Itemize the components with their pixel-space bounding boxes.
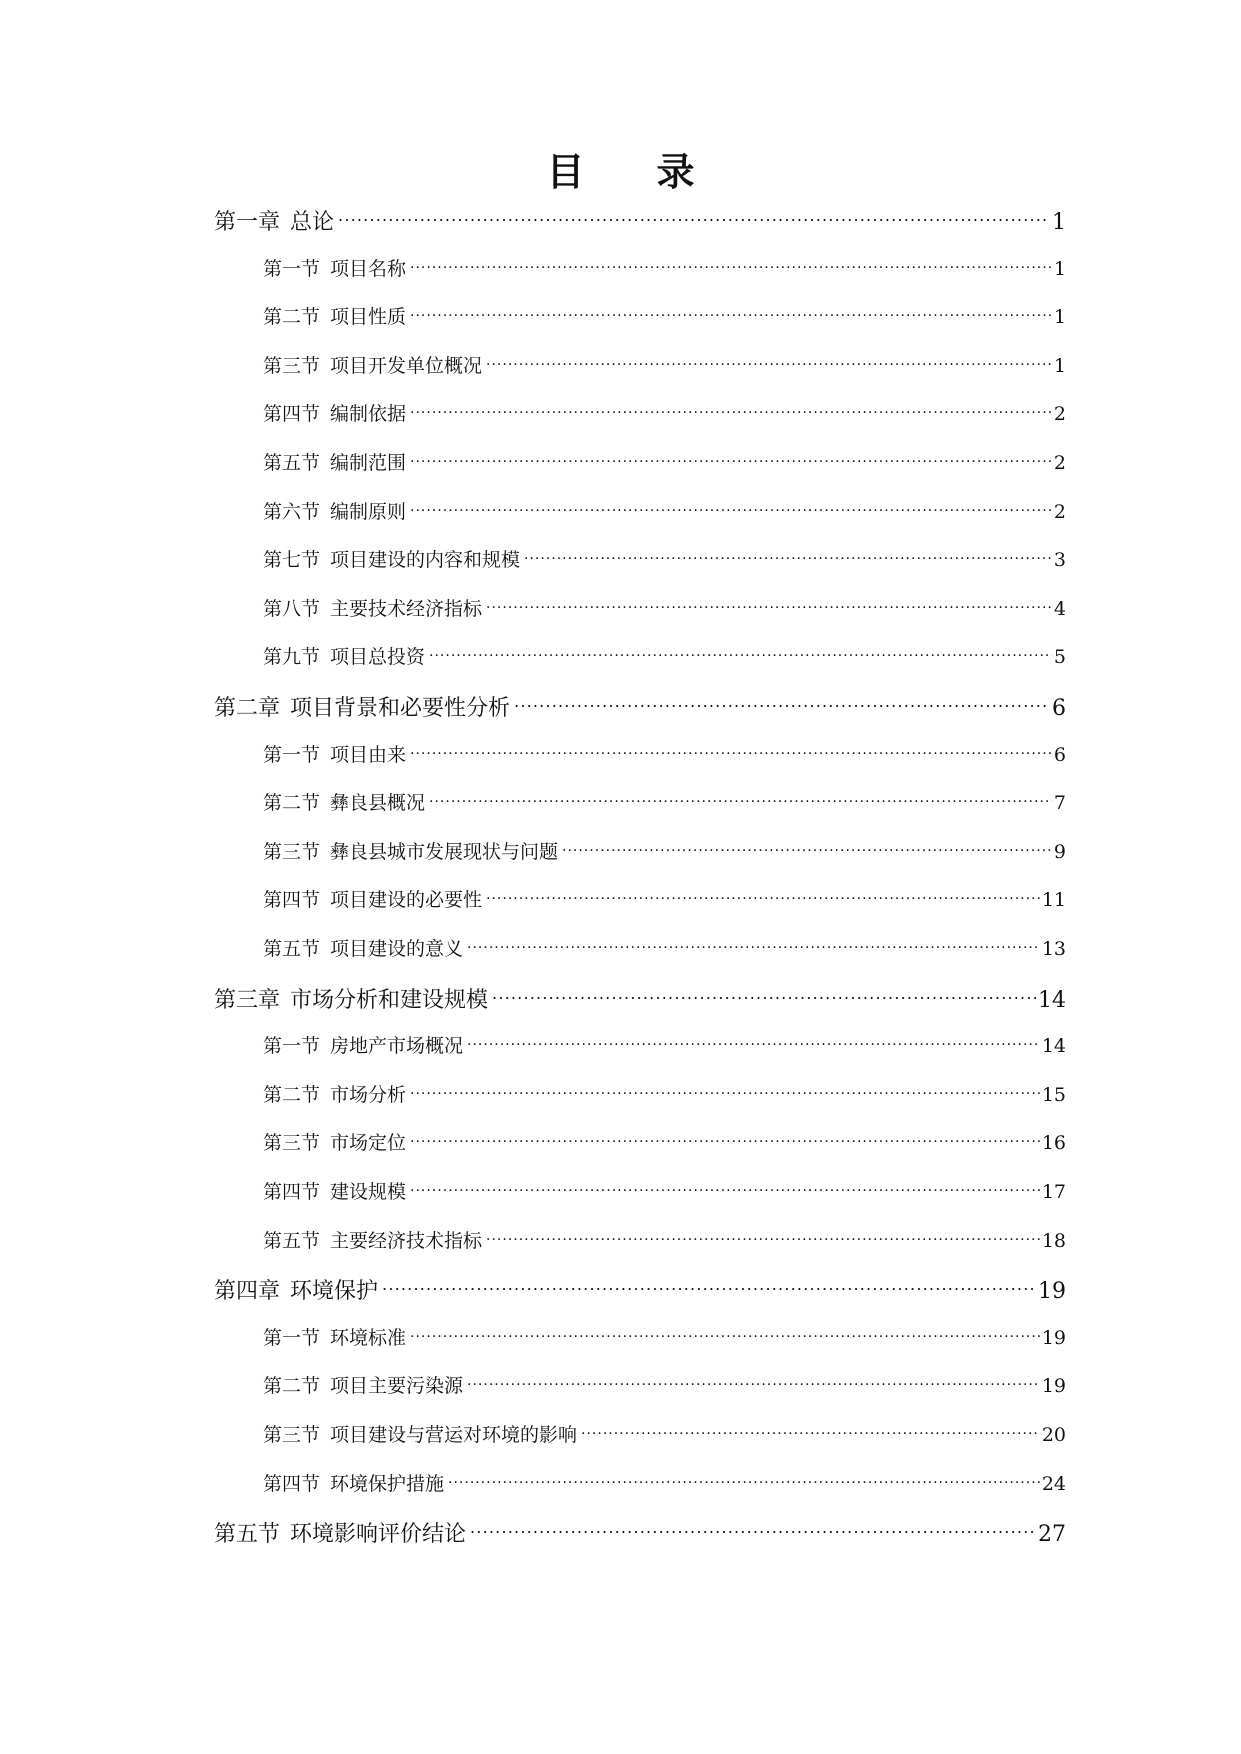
toc-entry-title: 项目开发单位概况 <box>330 354 483 377</box>
toc-section-entry[interactable] <box>263 1082 1066 1108</box>
toc-entry-number: 第三节 <box>263 1132 321 1155</box>
toc-entry-number: 第四节 <box>263 1181 321 1203</box>
toc-entry-number: 第一章 <box>214 210 281 235</box>
toc-dot-leader <box>410 1327 1040 1346</box>
toc-page-number: 2 <box>1053 403 1066 426</box>
toc-entry-title: 项目主要污染源 <box>330 1375 464 1398</box>
toc-entry-number: 第四节 <box>263 403 321 426</box>
toc-page-number: 1 <box>1052 210 1066 235</box>
toc-chapter-entry[interactable] <box>214 1519 1066 1550</box>
toc-entry-title: 项目建设与营运对环境的影响 <box>330 1424 578 1446</box>
toc-page-number: 6 <box>1053 743 1066 766</box>
toc-dot-leader <box>514 695 1050 717</box>
toc-entry-number: 第五节 <box>263 1229 321 1252</box>
toc-page-number: 7 <box>1053 792 1066 815</box>
toc-section-entry[interactable] <box>263 1471 1066 1497</box>
toc-dot-leader <box>524 549 1052 568</box>
toc-page-number: 2 <box>1053 452 1066 474</box>
toc-entry-title: 主要技术经济指标 <box>330 597 483 620</box>
toc-section-entry[interactable] <box>263 1130 1066 1156</box>
toc-entry-number: 第一节 <box>263 1035 321 1058</box>
toc-page-number: 1 <box>1053 306 1066 329</box>
toc-dot-leader <box>410 744 1052 763</box>
toc-dot-leader <box>470 1521 1036 1543</box>
toc-dot-leader <box>410 403 1052 422</box>
toc-entry-title: 主要经济技术指标 <box>330 1229 483 1252</box>
toc-entry-number: 第二章 <box>214 696 281 721</box>
toc-entry-number: 第一节 <box>263 1326 321 1349</box>
toc-section-entry[interactable] <box>263 936 1066 962</box>
toc-entry-title: 项目背景和必要性分析 <box>290 696 511 721</box>
toc-section-entry[interactable] <box>263 887 1066 913</box>
toc-entry-number: 第七节 <box>263 549 321 572</box>
toc-page-number: 14 <box>1038 987 1066 1013</box>
toc-title-char-2: 录 <box>656 149 695 194</box>
toc-page-number: 27 <box>1038 1522 1066 1548</box>
toc-entry-title: 项目由来 <box>330 743 407 766</box>
toc-entry-title: 项目建设的内容和规模 <box>330 549 521 572</box>
toc-dot-leader <box>410 1181 1040 1200</box>
toc-dot-leader <box>492 987 1036 1009</box>
toc-entry-number: 第二节 <box>263 306 321 329</box>
toc-section-entry[interactable] <box>263 1033 1066 1059</box>
toc-section-entry[interactable] <box>263 450 1066 476</box>
toc-dot-leader <box>448 1473 1040 1492</box>
toc-entry-number: 第五节 <box>263 938 321 960</box>
toc-section-entry[interactable] <box>263 644 1066 670</box>
toc-section-entry[interactable] <box>263 1228 1066 1254</box>
toc-page-number: 5 <box>1053 646 1066 669</box>
toc-entry-number: 第四章 <box>214 1279 281 1305</box>
toc-entry-number: 第二节 <box>263 792 321 815</box>
toc-dot-leader <box>410 258 1052 277</box>
toc-entry-title: 市场分析和建设规模 <box>290 987 489 1013</box>
toc-entry-title: 环境影响评价结论 <box>290 1522 467 1548</box>
toc-entry-number: 第八节 <box>263 597 321 620</box>
toc-dot-leader <box>410 1132 1040 1151</box>
toc-dot-leader <box>467 938 1040 957</box>
toc-entry-number: 第九节 <box>263 646 321 669</box>
toc-chapter-entry[interactable] <box>214 693 1066 724</box>
toc-dot-leader <box>382 1278 1036 1300</box>
toc-section-entry[interactable] <box>263 790 1066 816</box>
toc-page-number: 17 <box>1041 1181 1066 1203</box>
toc-dot-leader <box>410 501 1052 520</box>
toc-page-number: 19 <box>1038 1279 1066 1305</box>
toc-title-char-1: 目 <box>546 149 585 194</box>
toc-page-number: 4 <box>1053 597 1066 620</box>
toc-page-number: 19 <box>1041 1375 1066 1398</box>
toc-dot-leader <box>410 306 1052 325</box>
toc-dot-leader <box>429 646 1052 665</box>
toc-dot-leader <box>410 1084 1040 1103</box>
toc-section-entry[interactable] <box>263 1373 1066 1399</box>
toc-dot-leader <box>410 452 1052 471</box>
toc-entry-title: 编制范围 <box>330 452 407 474</box>
toc-chapter-entry[interactable] <box>214 985 1066 1016</box>
toc-page-number: 13 <box>1041 938 1066 960</box>
toc-page-number: 18 <box>1041 1229 1066 1252</box>
toc-dot-leader <box>562 841 1052 860</box>
toc-entry-number: 第六节 <box>263 500 321 523</box>
toc-title <box>0 148 1241 196</box>
toc-entry-number: 第一节 <box>263 743 321 766</box>
toc-entry-title: 建设规模 <box>330 1181 407 1203</box>
toc-dot-leader <box>338 209 1050 231</box>
toc-page-number: 1 <box>1053 354 1066 377</box>
toc-entry-title: 项目建设的必要性 <box>330 889 483 912</box>
toc-section-entry[interactable] <box>263 1325 1066 1351</box>
toc-page-number: 15 <box>1041 1083 1066 1106</box>
toc-entry-title: 总论 <box>290 210 335 235</box>
toc-entry-number: 第三节 <box>263 1424 321 1446</box>
toc-entry-title: 彝良县概况 <box>330 792 426 815</box>
toc-section-entry[interactable] <box>263 499 1066 525</box>
toc-section-entry[interactable] <box>263 401 1066 427</box>
toc-entry-number: 第二节 <box>263 1375 321 1398</box>
toc-section-entry[interactable] <box>263 596 1066 622</box>
toc-page-number: 16 <box>1041 1132 1066 1155</box>
toc-page-number: 24 <box>1041 1472 1066 1495</box>
toc-dot-leader <box>429 792 1052 811</box>
toc-entry-title: 编制依据 <box>330 403 407 426</box>
toc-entry-title: 项目名称 <box>330 257 407 280</box>
toc-section-entry[interactable] <box>263 1422 1066 1448</box>
toc-page-number: 6 <box>1052 696 1066 721</box>
toc-dot-leader <box>467 1035 1040 1054</box>
toc-dot-leader <box>467 1375 1040 1394</box>
toc-entry-number: 第五节 <box>214 1522 281 1548</box>
toc-entry-number: 第五节 <box>263 452 321 474</box>
toc-dot-leader <box>486 1230 1040 1249</box>
toc-page-number: 19 <box>1041 1326 1066 1349</box>
toc-dot-leader <box>486 355 1052 374</box>
toc-entry-title: 房地产市场概况 <box>330 1035 464 1058</box>
toc-section-entry[interactable] <box>263 304 1066 330</box>
toc-page-number: 9 <box>1053 840 1066 863</box>
toc-chapter-entry[interactable] <box>214 207 1066 238</box>
toc-section-entry[interactable] <box>263 1179 1066 1205</box>
toc-page-number: 3 <box>1053 549 1066 572</box>
toc-page-number: 2 <box>1053 500 1066 523</box>
toc-entry-title: 项目建设的意义 <box>330 938 464 960</box>
toc-dot-leader <box>581 1424 1040 1443</box>
toc-entry-title: 彝良县城市发展现状与问题 <box>330 840 559 863</box>
toc-section-entry[interactable] <box>263 256 1066 282</box>
toc-entry-number: 第三章 <box>214 987 281 1013</box>
toc-section-entry[interactable] <box>263 742 1066 768</box>
toc-entry-title: 市场分析 <box>330 1083 407 1106</box>
toc-page-number: 11 <box>1041 889 1066 912</box>
toc-entry-number: 第三节 <box>263 354 321 377</box>
toc-entry-number: 第一节 <box>263 257 321 280</box>
toc-entry-title: 环境标准 <box>330 1326 407 1349</box>
toc-entry-number: 第四节 <box>263 1472 321 1495</box>
toc-chapter-entry[interactable] <box>214 1276 1066 1307</box>
toc-entry-number: 第四节 <box>263 889 321 912</box>
toc-entry-number: 第三节 <box>263 840 321 863</box>
toc-dot-leader <box>486 598 1052 617</box>
toc-section-entry[interactable] <box>263 353 1066 379</box>
toc-section-entry[interactable] <box>263 839 1066 865</box>
toc-entry-title: 市场定位 <box>330 1132 407 1155</box>
toc-entry-title: 环境保护 <box>290 1279 379 1305</box>
toc-page-number: 1 <box>1053 257 1066 280</box>
toc-entry-title: 项目性质 <box>330 306 407 329</box>
toc-entry-number: 第二节 <box>263 1083 321 1106</box>
toc-page-number: 14 <box>1041 1035 1066 1058</box>
toc-entry-title: 环境保护措施 <box>330 1472 445 1495</box>
toc-page-number: 20 <box>1041 1424 1066 1446</box>
toc-dot-leader <box>486 889 1040 908</box>
toc-section-entry[interactable] <box>263 547 1066 573</box>
toc-entry-title: 项目总投资 <box>330 646 426 669</box>
toc-entry-title: 编制原则 <box>330 500 407 523</box>
